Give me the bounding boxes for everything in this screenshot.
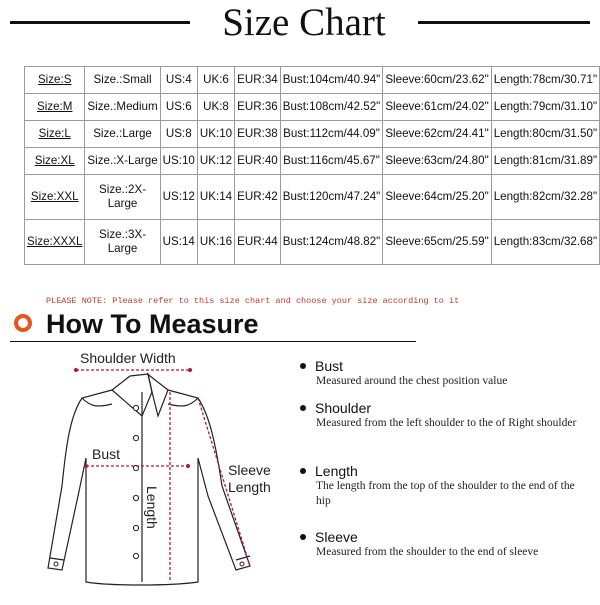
us-size-cell: US:14 — [160, 220, 197, 265]
size-cell: Size:M — [25, 94, 85, 121]
us-size-cell: US:6 — [160, 94, 197, 121]
eur-size-cell: EUR:38 — [235, 121, 281, 148]
table-row — [25, 175, 600, 220]
size-cell: Size:L — [25, 121, 85, 148]
measure-item-sleeve — [300, 529, 590, 560]
title-rule-left — [10, 21, 190, 24]
size-name-cell: Size.:Large — [85, 121, 160, 148]
measure-item-title: Shoulder — [315, 400, 372, 416]
length-label: Length — [144, 486, 160, 529]
dot-icon — [300, 534, 306, 540]
length-cell: Length:79cm/31.10" — [491, 94, 599, 121]
header-underline — [10, 341, 416, 342]
measure-item-length — [300, 463, 590, 509]
table-row — [25, 121, 600, 148]
uk-size-cell: UK:6 — [197, 67, 234, 94]
sleeve-cell: Sleeve:62cm/24.41" — [383, 121, 491, 148]
sleeve-cell: Sleeve:65cm/25.59" — [383, 220, 491, 265]
size-cell: Size:XL — [25, 148, 85, 175]
uk-size-cell: UK:14 — [197, 175, 234, 220]
us-size-cell: US:10 — [160, 148, 197, 175]
measure-item-bust — [300, 358, 590, 389]
size-name-cell: Size.:3X-Large — [85, 220, 160, 265]
dot-icon — [300, 468, 306, 474]
uk-size-cell: UK:12 — [197, 148, 234, 175]
measure-item-description: Measured around the chest position value — [316, 375, 508, 387]
sleeve-cell: Sleeve:60cm/23.62" — [383, 67, 491, 94]
size-name-cell: Size.:X-Large — [85, 148, 160, 175]
how-to-measure-header — [0, 309, 600, 343]
uk-size-cell: UK:10 — [197, 121, 234, 148]
size-name-cell: Size.:Small — [85, 67, 160, 94]
eur-size-cell: EUR:36 — [235, 94, 281, 121]
bust-cell: Bust:104cm/40.94" — [280, 67, 383, 94]
length-cell: Length:83cm/32.68" — [491, 220, 599, 265]
bust-cell: Bust:112cm/44.09" — [280, 121, 383, 148]
measure-item-shoulder — [300, 400, 590, 431]
size-cell: Size:S — [25, 67, 85, 94]
length-cell: Length:78cm/30.71" — [491, 67, 599, 94]
size-table-body — [25, 67, 600, 265]
size-table — [24, 66, 600, 265]
us-size-cell: US:12 — [160, 175, 197, 220]
circle-ring-icon — [14, 314, 32, 332]
sleeve-cell: Sleeve:63cm/24.80" — [383, 148, 491, 175]
bust-cell: Bust:124cm/48.82" — [280, 220, 383, 265]
measure-item-description: The length from the top of the shoulder to the end of the hip — [316, 480, 575, 507]
us-size-cell: US:4 — [160, 67, 197, 94]
how-to-measure-title: How To Measure — [46, 309, 259, 339]
measure-item-title: Bust — [315, 358, 344, 374]
table-row — [25, 148, 600, 175]
size-note: PLEASE NOTE: Please refer to this size chart and choose your size according to it — [46, 296, 460, 306]
measure-item-description: Measured from the left shoulder to the of Right shoulder — [316, 417, 577, 429]
size-name-cell: Size.:2X-Large — [85, 175, 160, 220]
measure-item-title: Sleeve — [315, 529, 358, 545]
page-title: Size Chart — [222, 1, 386, 44]
measure-item-description: Measured from the shoulder to the end of sleeve — [316, 546, 539, 558]
bust-label: Bust — [92, 446, 121, 462]
size-cell: Size:XXL — [25, 175, 85, 220]
eur-size-cell: EUR:40 — [235, 148, 281, 175]
sleeve-cell: Sleeve:64cm/25.20" — [383, 175, 491, 220]
shirt-outline — [48, 374, 250, 585]
bust-cell: Bust:120cm/47.24" — [280, 175, 383, 220]
uk-size-cell: UK:8 — [197, 94, 234, 121]
bust-cell: Bust:108cm/42.52" — [280, 94, 383, 121]
bust-cell: Bust:116cm/45.67" — [280, 148, 383, 175]
measure-item-title: Length — [315, 463, 358, 479]
uk-size-cell: UK:16 — [197, 220, 234, 265]
sleeve-cell: Sleeve:61cm/24.02" — [383, 94, 491, 121]
length-cell: Length:82cm/32.28" — [491, 175, 599, 220]
measure-diagram — [30, 346, 290, 600]
table-row — [25, 67, 600, 94]
shoulder-width-label: Shoulder Width — [80, 350, 176, 366]
sleeve-label: Sleeve — [228, 462, 271, 478]
size-cell: Size:XXXL — [25, 220, 85, 265]
dot-icon — [300, 405, 306, 411]
table-row — [25, 220, 600, 265]
table-row — [25, 94, 600, 121]
eur-size-cell: EUR:44 — [235, 220, 281, 265]
us-size-cell: US:8 — [160, 121, 197, 148]
title-rule-right — [418, 21, 590, 24]
dot-icon — [300, 363, 306, 369]
measure-lines — [74, 368, 250, 582]
eur-size-cell: EUR:34 — [235, 67, 281, 94]
eur-size-cell: EUR:42 — [235, 175, 281, 220]
sleeve-length-label: Length — [228, 479, 271, 495]
size-name-cell: Size.:Medium — [85, 94, 160, 121]
length-cell: Length:80cm/31.50" — [491, 121, 599, 148]
length-cell: Length:81cm/31.89" — [491, 148, 599, 175]
title-row — [0, 0, 600, 46]
